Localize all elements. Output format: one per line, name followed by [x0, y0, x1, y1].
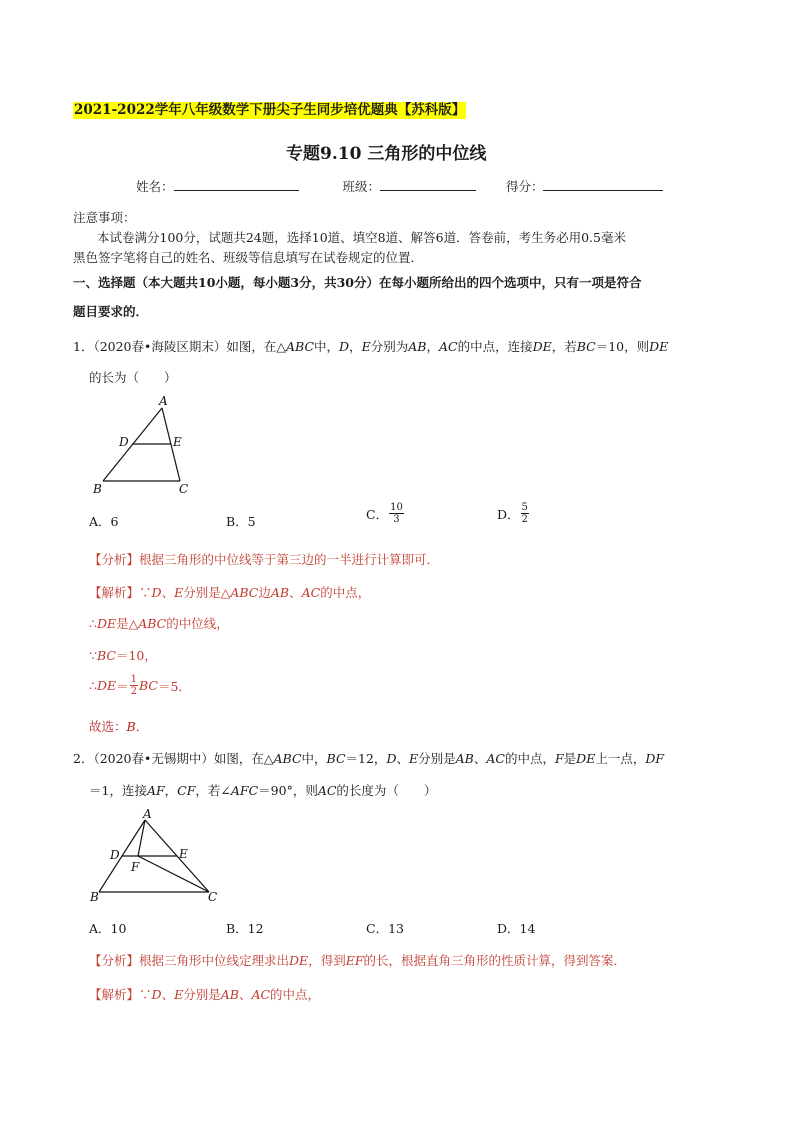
score-label: 得分：	[505, 179, 544, 194]
q2-segment-cf	[138, 856, 209, 892]
section-heading-line-1: 一、选择题（本大题共10小题，每小题3分，共30分）在每小题所给出的四个选项中，只有一项是符合	[73, 275, 642, 290]
notice-heading: 注意事项：	[73, 210, 136, 225]
q1-answer: 故选：B．	[89, 719, 149, 734]
q1-label-b: B	[93, 482, 102, 496]
q1-solution-line-2: ∴DE是△ABC的中位线，	[89, 616, 229, 631]
q1-option-a[interactable]: A．6	[89, 514, 119, 529]
q1-solution-line-4: ∴ DE ＝ $\frac{1}{2}$ BC ＝5．	[89, 674, 191, 697]
q1-label-c: C	[179, 482, 189, 496]
q2-label-d: D	[110, 848, 120, 862]
name-label: 姓名：	[136, 179, 174, 194]
q2-label-e: E	[179, 847, 188, 861]
notice-line-2: 黑色签字笔将自己的姓名、班级等信息填写在试卷规定的位置．	[73, 250, 424, 265]
class-field[interactable]	[380, 178, 476, 191]
q1-stem-line-1: 1．（2020春•海陵区期末）如图，在△ABC中，D，E分别为AB，AC的中点，连接DE，若BC＝10，则DE	[73, 339, 669, 354]
q1-option-c[interactable]: C． $\frac{10}{3}$	[366, 502, 403, 525]
series-banner: 2021-2022学年八年级数学下册尖子生同步培优题典【苏科版】	[74, 102, 466, 118]
q2-option-d[interactable]: D．14	[497, 921, 536, 936]
q1-option-d[interactable]: D． $\frac{5}{2}$	[497, 502, 528, 525]
q2-option-c[interactable]: C．13	[366, 921, 404, 936]
page-title: 专题9.10 三角形的中位线	[286, 144, 487, 164]
q2-triangle-figure	[82, 807, 232, 907]
q2-option-a[interactable]: A．10	[89, 921, 127, 936]
q2-stem-line-2: ＝1，连接AF，CF，若∠AFC＝90°，则AC的长度为（ ）	[89, 783, 437, 798]
q1-label-e: E	[173, 435, 182, 449]
info-line	[136, 177, 663, 195]
notice-line-1: 本试卷满分100分，试题共24题，选择10道、填空8道、解答6道．答卷前，考生务必用0.5毫米	[97, 230, 626, 245]
q2-option-b[interactable]: B．12	[226, 921, 264, 936]
q2-label-b: B	[90, 890, 99, 904]
name-field[interactable]	[174, 178, 299, 191]
q1-solution-line-1: 【解析】∵D、E分别是△ABC边AB、AC的中点，	[89, 585, 371, 600]
q1-analysis: 【分析】根据三角形的中位线等于第三边的一半进行计算即可．	[89, 552, 440, 567]
section-heading-line-2: 题目要求的．	[73, 304, 149, 319]
q1-label-a: A	[159, 394, 168, 408]
q1-solution-line-3: ∵BC＝10，	[89, 648, 157, 663]
q1-label-d: D	[119, 435, 129, 449]
q1-stem-line-2: 的长为（ ）	[89, 370, 177, 385]
q2-solution-line-1: 【解析】∵D、E分别是AB、AC的中点，	[89, 987, 321, 1002]
q2-analysis: 【分析】根据三角形中位线定理求出DE，得到EF的长，根据直角三角形的性质计算，得到答案．	[89, 953, 627, 968]
q1-triangle-figure	[85, 392, 205, 500]
class-label: 班级：	[342, 179, 380, 194]
q1-option-b[interactable]: B．5	[226, 514, 256, 529]
q2-label-f: F	[131, 860, 140, 874]
q2-label-a: A	[143, 807, 152, 821]
score-field[interactable]	[543, 178, 663, 191]
q2-stem-line-1: 2．（2020春•无锡期中）如图，在△ABC中，BC＝12，D、E分别是AB、AC的中点，F是DE上一点，DF	[73, 751, 665, 766]
q2-label-c: C	[208, 890, 218, 904]
